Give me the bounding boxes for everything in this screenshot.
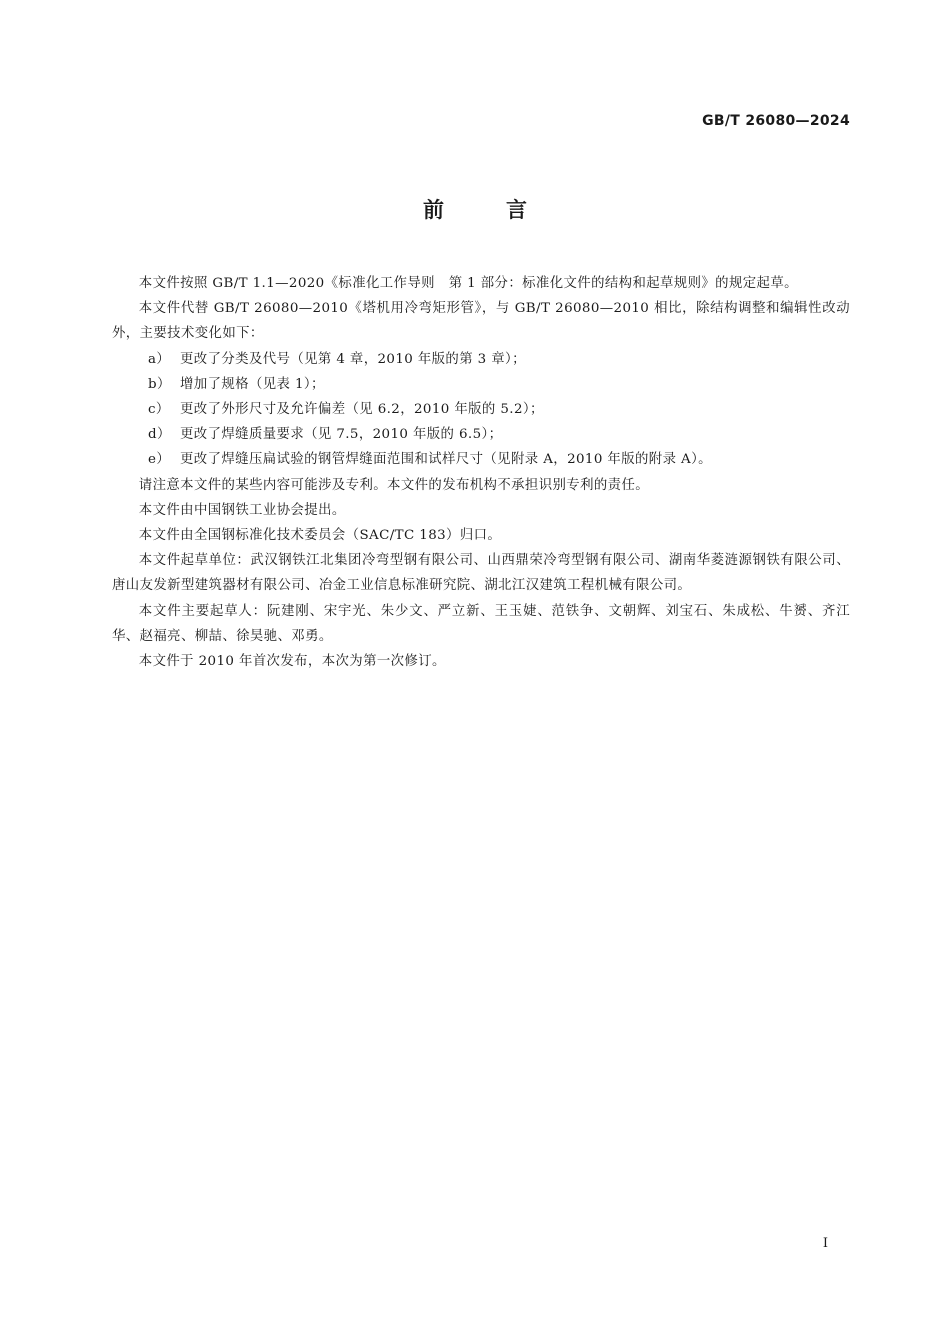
list-item <box>112 347 850 372</box>
paragraph-replacement: 本文件代替 GB/T 26080—2010《塔机用冷弯矩形管》，与 GB/T 26080—2010 相比，除结构调整和编辑性改动外，主要技术变化如下： <box>112 301 850 342</box>
list-item-marker: d） <box>148 427 171 443</box>
list-item-text: 增加了规格（见表 1）； <box>180 376 325 392</box>
page-title: 前言 <box>423 198 589 222</box>
list-item-marker: e） <box>148 452 171 468</box>
paragraph-proposer: 本文件由中国钢铁工业协会提出。 <box>138 502 346 518</box>
foreword-body <box>112 271 850 674</box>
list-item-marker: a） <box>148 351 171 367</box>
paragraph-drafting-rules: 本文件按照 GB/T 1.1—2020《标准化工作导则 第 1 部分：标准化文件的结构和起草规则》的规定起草。 <box>138 276 798 291</box>
list-item-text: 更改了外形尺寸及允许偏差（见 6.2，2010 年版的 5.2）； <box>180 402 544 418</box>
list-item <box>112 447 850 472</box>
list-item-text: 更改了焊缝质量要求（见 7.5，2010 年版的 6.5）； <box>180 427 503 443</box>
list-item-marker: b） <box>148 376 171 392</box>
list-item-text: 更改了焊缝压扁试验的钢管焊缝面范围和试样尺寸（见附录 A，2010 年版的附录 A）。 <box>180 452 712 468</box>
paragraph-revision-history: 本文件于 2010 年首次发布，本次为第一次修订。 <box>138 654 446 670</box>
list-item-marker: c） <box>148 402 170 418</box>
paragraph-drafting-units: 本文件起草单位：武汉钢铁江北集团冷弯型钢有限公司、山西鼎荣冷弯型钢有限公司、湖南华菱涟源钢铁有限公司、唐山友发新型建筑器材有限公司、冶金工业信息标准研究院、湖北江汉建筑工程机械有限公司。 <box>112 553 850 594</box>
paragraph-committee: 本文件由全国钢标准化技术委员会（SAC/TC 183）归口。 <box>138 528 502 544</box>
list-item <box>112 372 850 397</box>
list-item <box>112 422 850 447</box>
paragraph-drafters: 本文件主要起草人：阮建刚、宋宇光、朱少文、严立新、王玉婕、范铁争、文朝辉、刘宝石、朱成松、牛赟、齐江华、赵福亮、柳喆、徐昊驰、邓勇。 <box>112 603 850 644</box>
list-item <box>112 397 850 422</box>
paragraph-patent-notice: 请注意本文件的某些内容可能涉及专利。本文件的发布机构不承担识别专利的责任。 <box>138 477 650 493</box>
standard-code: GB/T 26080—2024 <box>702 113 850 129</box>
list-item-text: 更改了分类及代号（见第 4 章，2010 年版的第 3 章）； <box>180 351 526 367</box>
page-number: I <box>822 1236 828 1251</box>
